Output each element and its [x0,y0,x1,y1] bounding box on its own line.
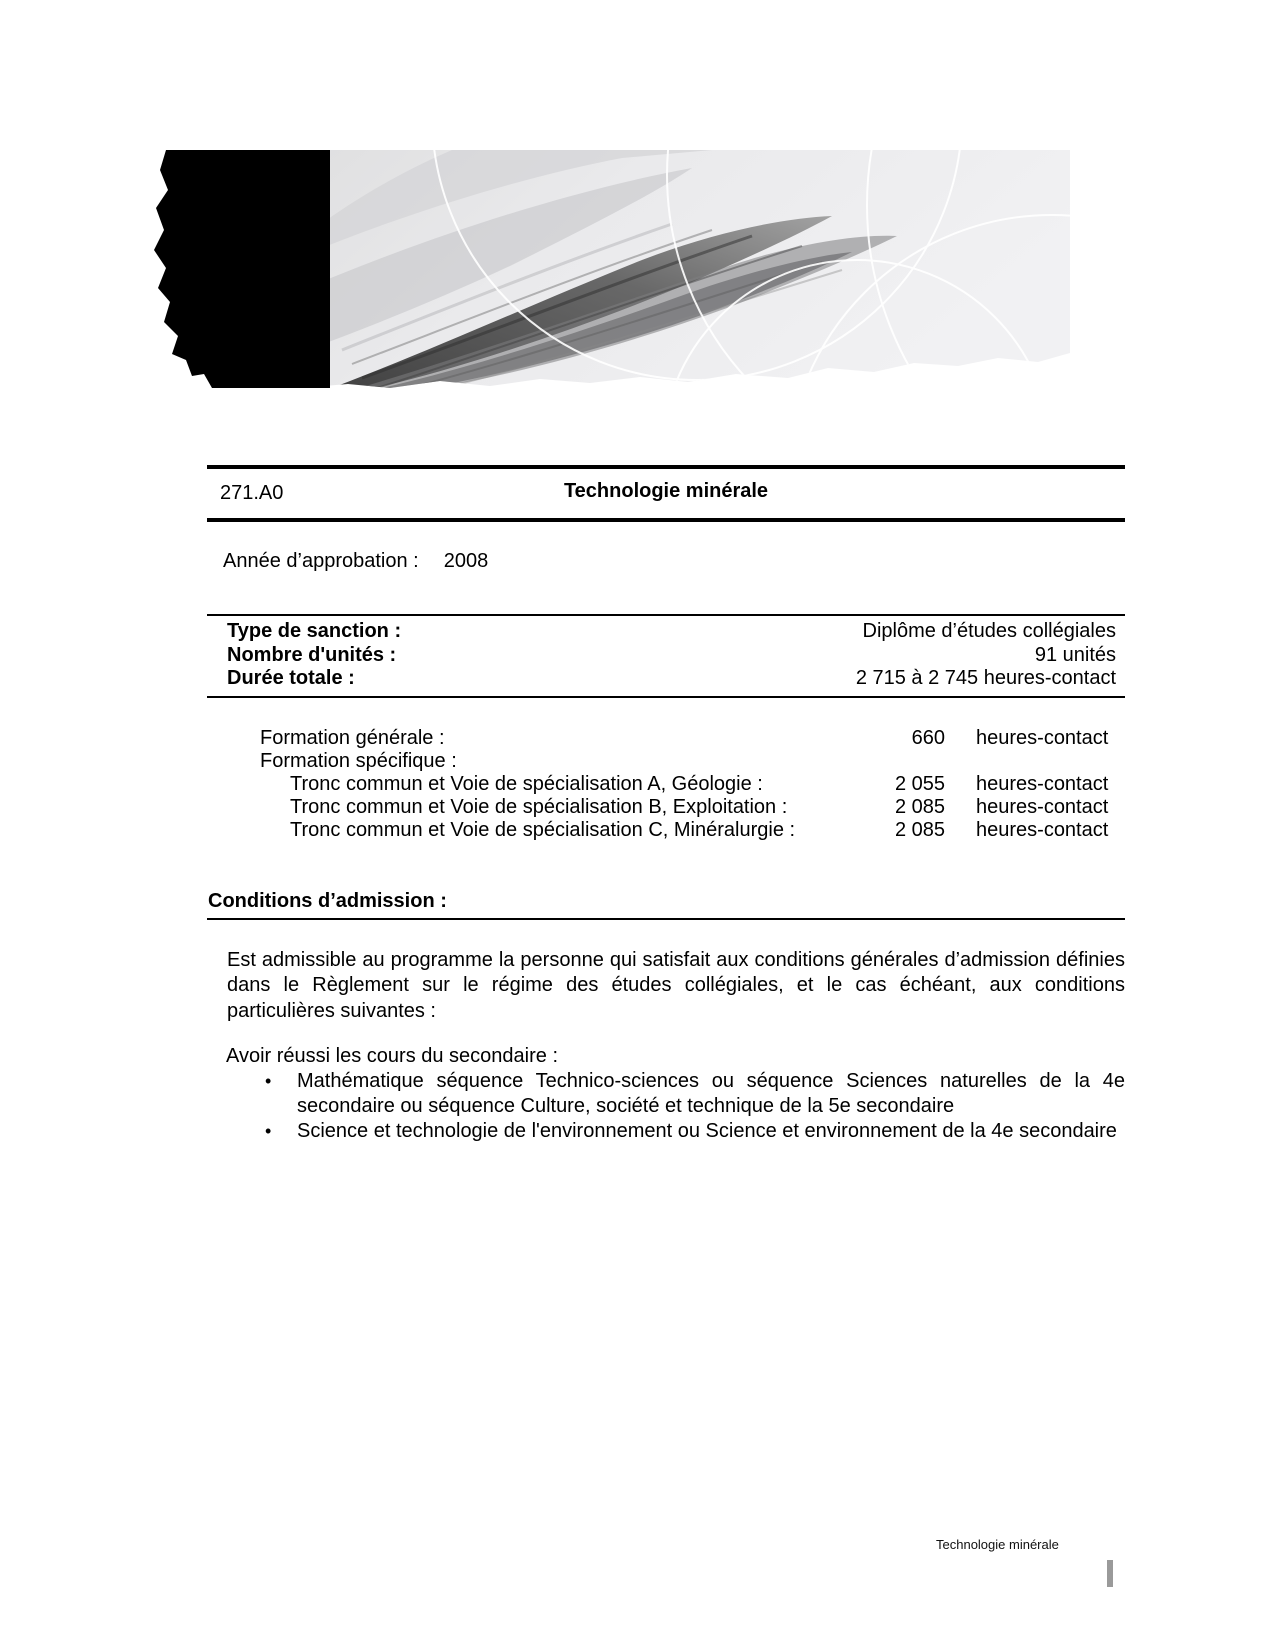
formation-row [207,773,1125,796]
approval-label: Année d’approbation : [223,550,419,572]
table-row [207,667,1125,691]
track-c-hours: 2 085 [894,819,945,842]
track-a-label: Tronc commun et Voie de spécialisation A, Géologie : [290,772,763,795]
duration-label: Durée totale : [227,667,355,689]
sanction-type-value: Diplôme d’études collégiales [862,620,1116,642]
units-label: Nombre d'unités : [227,643,397,666]
content-column [207,465,1125,1144]
formation-row [207,750,1125,773]
banner-artwork [152,150,1070,395]
formation-row [207,727,1125,750]
bullet-icon: • [265,1071,272,1092]
track-c-label: Tronc commun et Voie de spécialisation C, Minéralurgie : [290,819,796,842]
track-c-unit: heures-contact [976,819,1109,842]
table-row [207,620,1125,644]
formation-general-label: Formation générale : [260,726,445,749]
admission-paragraph: Est admissible au programme la personne qui satisfait aux conditions générales d’admission définies dans le Règlement sur le régime des études collégiales, et le cas échéant, aux conditions particulières suivantes : [227,948,1125,1022]
formation-breakdown [207,727,1125,843]
formation-row [207,819,1125,842]
footer-title: Technologie minérale [936,1537,1059,1552]
duration-value: 2 715 à 2 745 heures-contact [855,667,1116,689]
list-item [207,1069,1125,1119]
formation-specific-label: Formation spécifique : [260,749,457,772]
units-value: 91 unités [1034,643,1116,666]
sanction-type-label: Type de sanction : [227,620,402,642]
admission-intro: Avoir réussi les cours du secondaire : [226,1045,559,1068]
approval-line [207,550,1125,573]
track-a-unit: heures-contact [976,772,1109,795]
list-item [207,1119,1125,1144]
table-row [207,644,1125,668]
formation-general-hours: 660 [911,726,945,749]
program-title: Technologie minérale [563,480,769,502]
track-b-hours: 2 085 [894,796,945,819]
sanction-table [207,614,1125,698]
formation-specific-unit [976,750,1116,773]
track-a-hours: 2 055 [894,772,945,795]
track-b-unit: heures-contact [976,796,1109,819]
footer-marker-bar [1107,1560,1113,1587]
track-b-label: Tronc commun et Voie de spécialisation B, Exploitation : [290,796,788,819]
admission-heading: Conditions d’admission : [207,890,1125,920]
formation-specific-hours [855,750,945,773]
bullet-icon: • [265,1121,272,1142]
program-code: 271.A0 [220,482,284,504]
program-header [207,465,1125,522]
banner-image [152,150,1070,395]
approval-year: 2008 [443,550,489,572]
formation-general-unit: heures-contact [976,726,1109,749]
admission-bullet-list [207,1069,1125,1144]
bullet-text: Science et technologie de l'environnement ou Science et environnement de la 4e secondaire [297,1120,1117,1143]
formation-row [207,796,1125,819]
bullet-text: Mathématique séquence Technico-sciences ou séquence Sciences naturelles de la 4e secondaire ou séquence Culture, société et technique de la 5e secondaire [297,1070,1125,1118]
